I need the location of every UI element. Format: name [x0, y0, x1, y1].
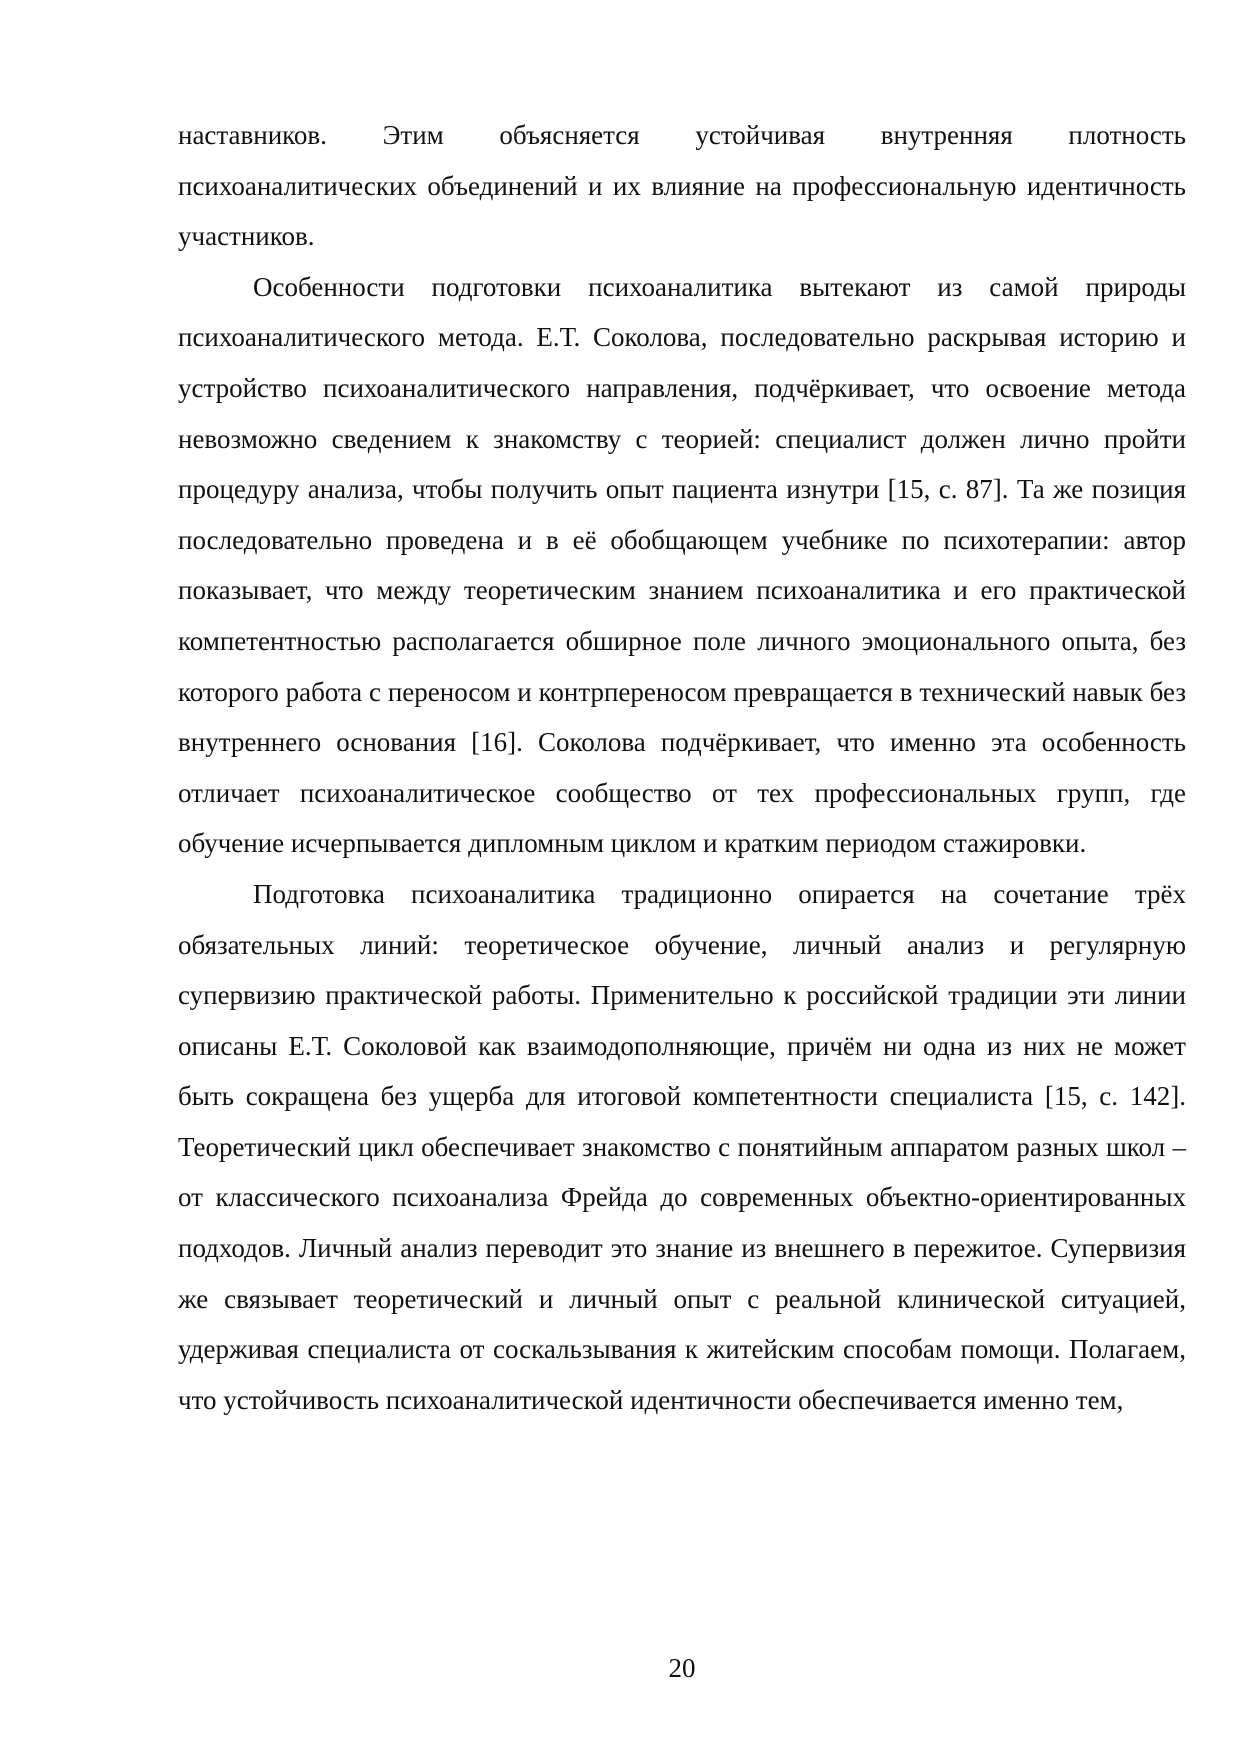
page-number: 20 [668, 1653, 696, 1683]
paragraph-continuation: наставников. Этим объясняется устойчивая внутренняя плотность психоаналитических объединений и их влияние на профессиональную идентичность участников. [178, 120, 1186, 252]
body-text [178, 110, 1186, 1425]
paragraph: Подготовка психоаналитика традиционно опирается на сочетание трёх обязательных линий: теоретическое обучение, личный анализ и регулярную супервизию практической работы. Применительно к российской традиции эти линии описаны Е.Т. Соколовой как взаимодополняющие, причём ни одна из них не может быть сокращена без ущерба для итоговой компетентности специалиста [15, с. 142]. Теоретический цикл обеспечивает знакомство с понятийным аппаратом разных школ – от классического психоанализа Фрейда до современных объектно-ориентированных подходов. Личный анализ переводит это знание из внешнего в пережитое. Супервизия же связывает теоретический и личный опыт с реальной клинической ситуацией, удерживая специалиста от соскальзывания к житейским способам помощи. Полагаем, что устойчивость психоаналитической идентичности обеспечивается именно тем, [178, 878, 1186, 1415]
paragraph: Особенности подготовки психоаналитика вытекают из самой природы психоаналитического метода. Е.Т. Соколова, последовательно раскрывая историю и устройство психоаналитического направления, подчёркивает, что освоение метода невозможно сведением к знакомству с теорией: специалист должен лично пройти процедуру анализа, чтобы получить опыт пациента изнутри [15, с. 87]. Та же позиция последовательно проведена и в её обобщающем учебнике по психотерапии: автор показывает, что между теоретическим знанием психоаналитика и его практической компетентностью располагается обширное поле личного эмоционального опыта, без которого работа с переносом и контрпереносом превращается в технический навык без внутреннего основания [16]. Соколова подчёркивает, что именно эта особенность отличает психоаналитическое сообщество от тех профессиональных групп, где обучение исчерпывается дипломным циклом и кратким периодом стажировки. [178, 271, 1186, 859]
